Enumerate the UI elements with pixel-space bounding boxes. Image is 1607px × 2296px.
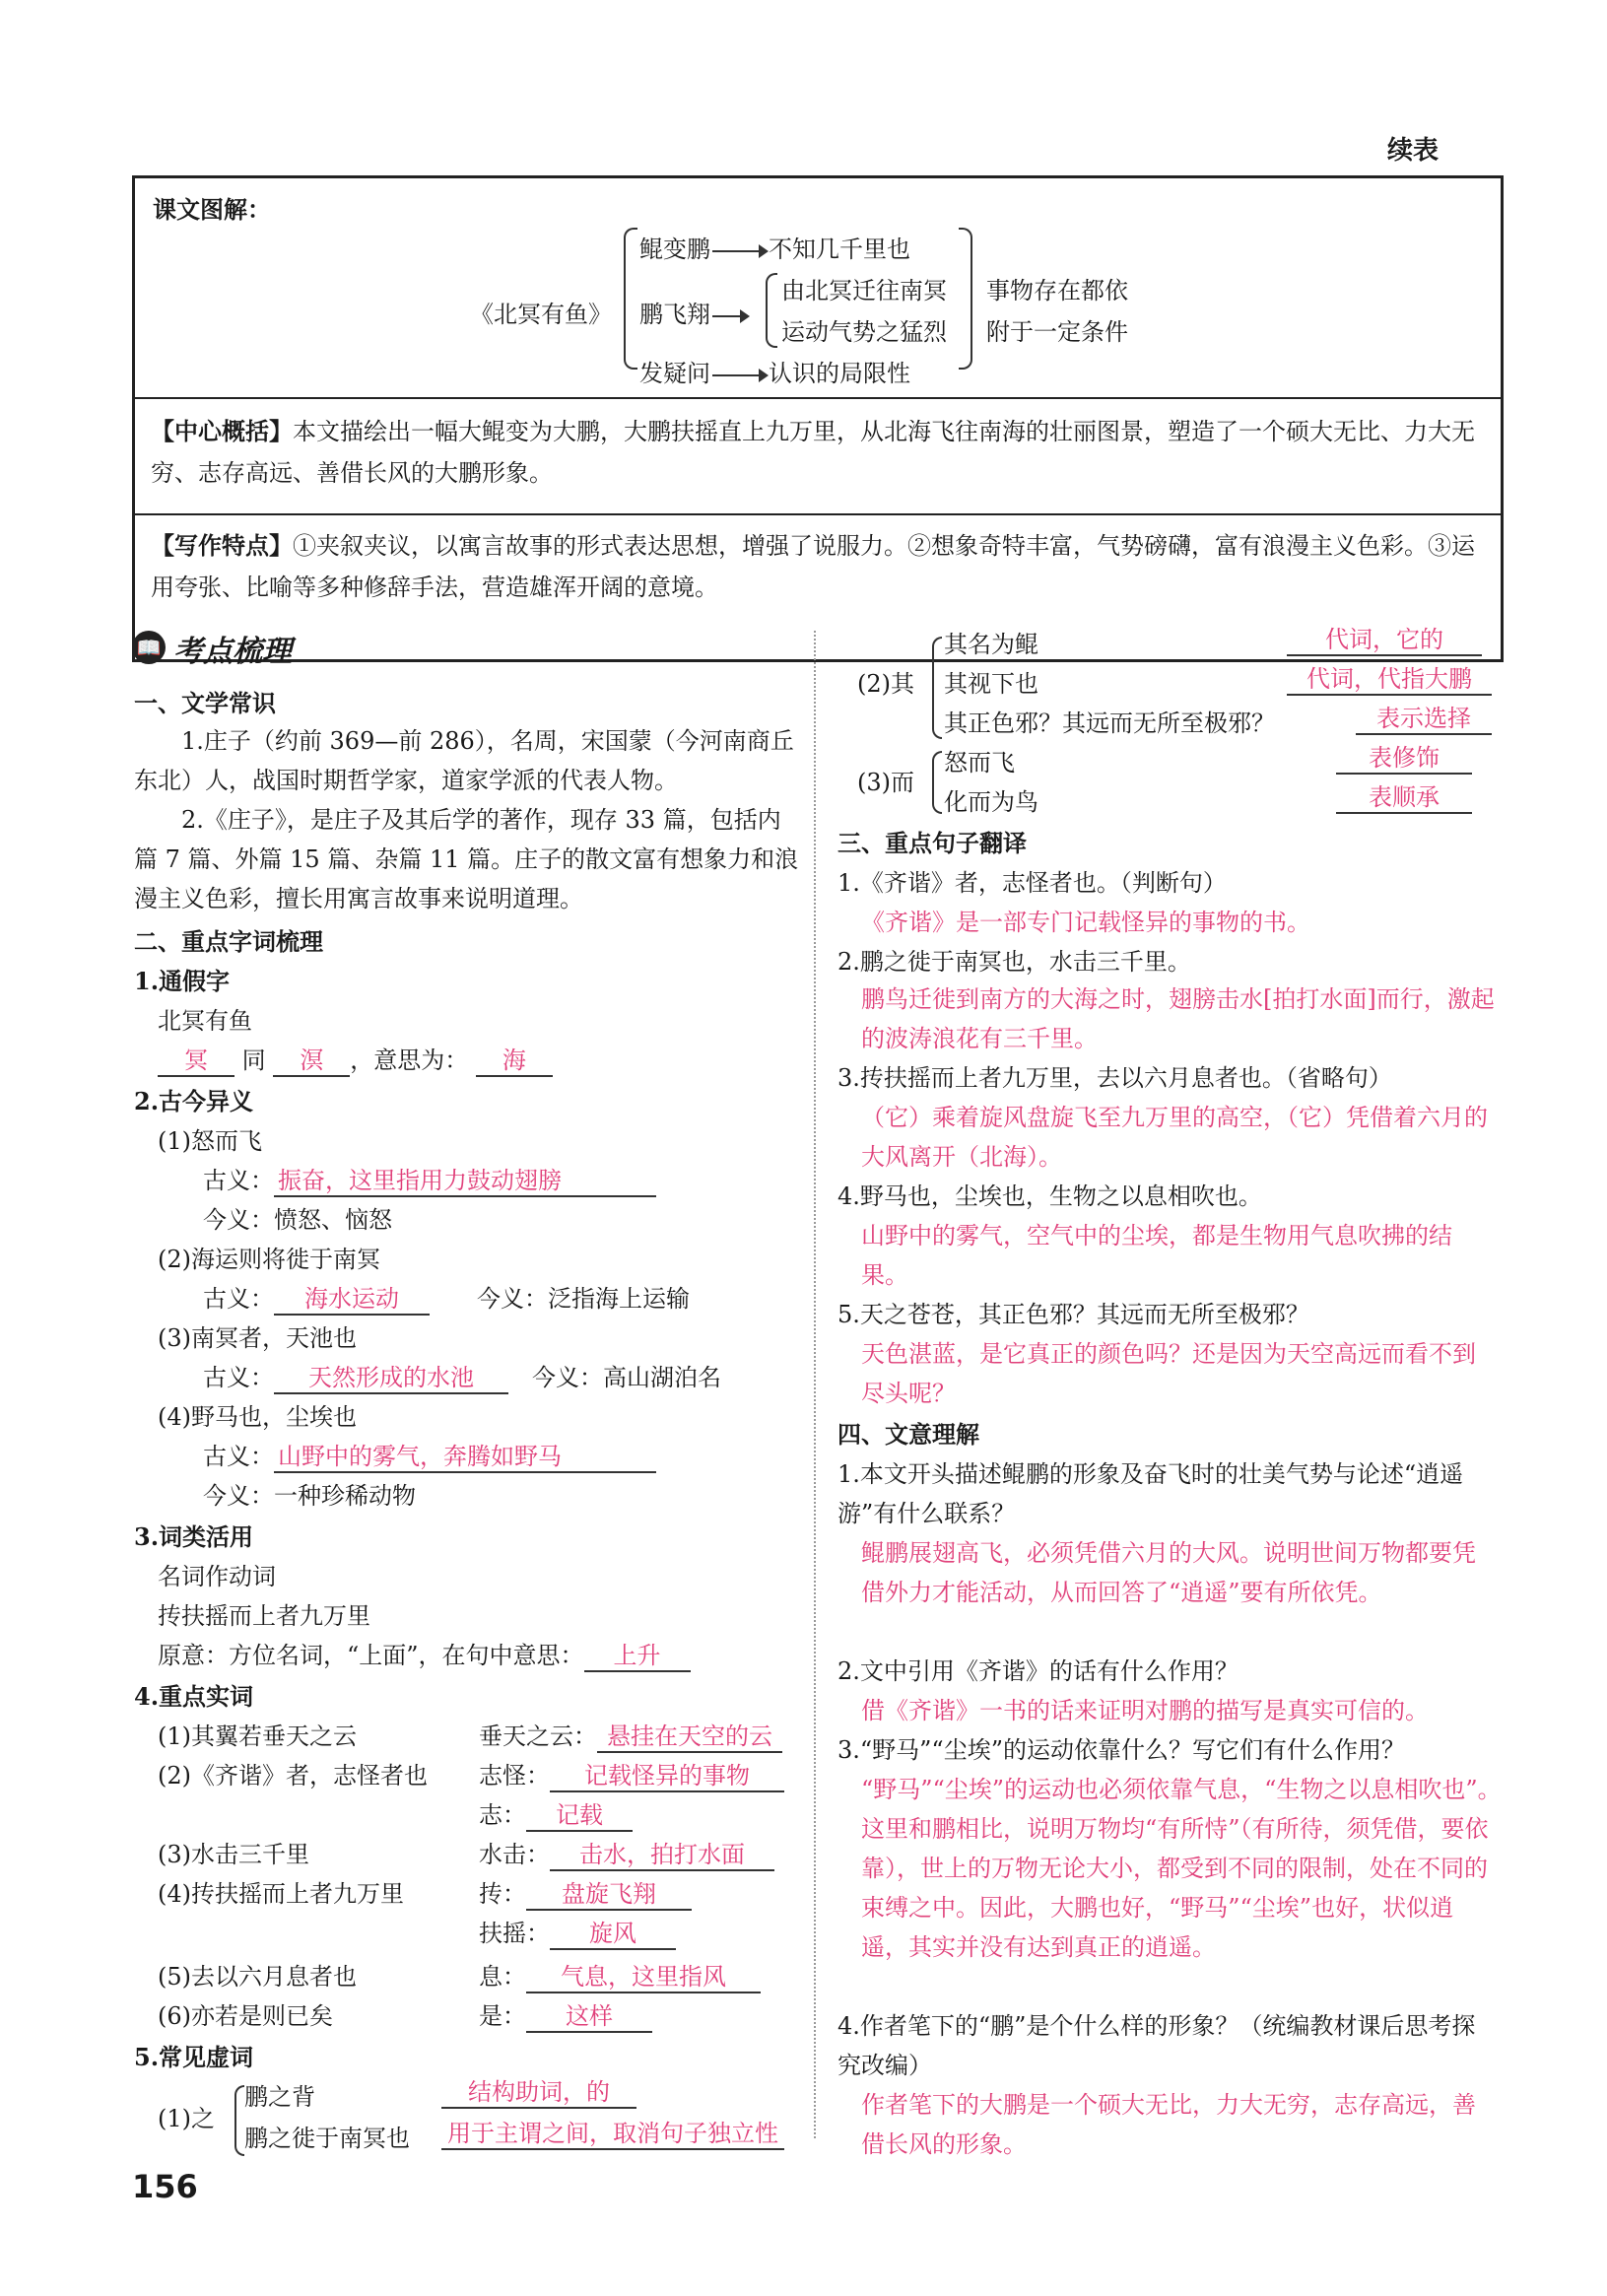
- shici-a1: 垂天之云： 悬挂在天空的云: [479, 1717, 782, 1753]
- shici-q4: (4)抟扶摇而上者九万里: [158, 1880, 404, 1908]
- xuci-a2: 用于主谓之间，取消句子独立性: [441, 2119, 784, 2150]
- xuci-brace: [234, 2085, 244, 2156]
- left-brace: [624, 228, 637, 370]
- book-icon: 📖: [132, 631, 166, 664]
- xuci-s1: 鹏之背: [244, 2083, 315, 2111]
- arrow-icon: [712, 374, 767, 376]
- diagram-branch-2b: 运动气势之猛烈: [781, 318, 947, 346]
- diagram-root: 《北冥有鱼》: [470, 301, 612, 328]
- arrow-icon: [712, 315, 748, 317]
- xuci-s2: 鹏之徙于南冥也: [244, 2125, 410, 2152]
- para-zhuangzi-book: 2.《庄子》，是庄子及其后学的著作，现存 33 篇，包括内篇 7 篇、外篇 15 篇、杂篇 11 篇。庄子的散文富有想象力和浪漫主义色彩，擅长用寓言故事来说明道理。: [134, 806, 799, 912]
- divider: [135, 397, 1501, 399]
- xuci-2-s1: 其名为鲲: [944, 631, 1038, 658]
- understand-a2: 借《齐谐》一书的话来证明对鹏的描写是真实可信的。: [861, 1697, 1429, 1724]
- lesson-summary-box: [132, 175, 1504, 662]
- sub-huoyong: 3.词类活用: [134, 1522, 254, 1551]
- trans-a5: 天色湛蓝，是它真正的颜色吗？还是因为天空高远而看不到尽头呢？: [861, 1340, 1476, 1407]
- trans-a2: 鹏鸟迁徙到南方的大海之时，翅膀击水[拍打水面]而行，激起的波涛浪花有三千里。: [861, 985, 1495, 1052]
- shici-q5: (5)去以六月息者也: [158, 1963, 357, 1991]
- xuci-2-a3: 表示选择: [1356, 704, 1492, 735]
- gujin-old-1: 古义： 振奋，这里指用力鼓动翅膀: [203, 1161, 656, 1197]
- xuci-2-s2: 其视下也: [944, 670, 1038, 698]
- understand-q3: 3.“野马”“尘埃”的运动依靠什么？写它们有什么作用？: [837, 1736, 1405, 1764]
- writing-features: 【写作特点】①夹叙夹议，以寓言故事的形式表达思想，增强了说服力。②想象奇特丰富，气势磅礴，富有浪漫主义色彩。③运用夸张、比喻等多种修辞手法，营造雄浑开阔的意境。: [151, 531, 1475, 601]
- gujin-q3: (3)南冥者，天池也: [158, 1324, 357, 1352]
- continued-label: 续表: [1387, 136, 1440, 166]
- diagram-conclusion-1: 事物存在都依: [986, 277, 1128, 304]
- shici-a5: 息： 气息，这里指风: [479, 1957, 761, 1993]
- para-zhuangzi: 1.庄子（约前 369—前 286），名周，宋国蒙（今河南商丘东北）人，战国时期哲学家，道家学派的代表人物。: [134, 727, 794, 794]
- shici-a2b: 志： 记载: [479, 1795, 633, 1832]
- understand-q2: 2.文中引用《齐谐》的话有什么作用？: [837, 1657, 1239, 1685]
- xuci-2-a1: 代词，它的: [1287, 625, 1482, 656]
- trans-q4: 4.野马也，尘埃也，生物之以息相吹也。: [837, 1182, 1262, 1210]
- gujin-old-2: 古义： 海水运动 今义：泛指海上运输: [203, 1279, 690, 1316]
- inner-brace: [766, 273, 777, 348]
- xuci-3-a1: 表修饰: [1336, 743, 1472, 775]
- page-number: 156: [132, 2168, 198, 2205]
- gujin-old-4: 古义： 山野中的雾气，奔腾如野马: [203, 1437, 656, 1473]
- xuci-brace-2: [932, 637, 942, 739]
- gujin-q4: (4)野马也，尘埃也: [158, 1403, 357, 1431]
- understand-a4: 作者笔下的大鹏是一个硕大无比，力大无穷，志存高远，善借长风的形象。: [861, 2091, 1476, 2158]
- gujin-new-4: 今义：一种珍稀动物: [203, 1482, 416, 1510]
- gujin-q2: (2)海运则将徙于南冥: [158, 1246, 380, 1273]
- trans-q3: 3.抟扶摇而上者九万里，去以六月息者也。（省略句）: [837, 1064, 1392, 1092]
- xuci-2-a2: 代词，代指大鹏: [1287, 664, 1492, 696]
- xuci-3-a2: 表顺承: [1336, 782, 1472, 814]
- diagram-conclusion-2: 附于一定条件: [986, 318, 1128, 346]
- tongjia-source: 北冥有鱼: [158, 1007, 252, 1035]
- understand-q4: 4.作者笔下的“鹏”是个什么样的形象？（统编教材课后思考探究改编）: [837, 2012, 1476, 2079]
- sub-tongjia: 1.通假字: [134, 967, 231, 995]
- trans-q5: 5.天之苍苍，其正色邪？其远而无所至极邪？: [837, 1301, 1309, 1328]
- sub-shici: 4.重点实词: [134, 1682, 254, 1711]
- xuci-3-s2: 化而为鸟: [944, 788, 1038, 816]
- shici-a4: 抟： 盘旋飞翔: [479, 1874, 692, 1911]
- trans-q2: 2.鹏之徙于南冥也，水击三千里。: [837, 948, 1191, 976]
- gujin-q1: (1)怒而飞: [158, 1127, 262, 1155]
- shici-a3: 水击： 击水，拍打水面: [479, 1835, 774, 1871]
- understand-q1: 1.本文开头描述鲲鹏的形象及奋飞时的壮美气势与论述“逍遥游”有什么联系？: [837, 1460, 1464, 1527]
- heading-words: 二、重点字词梳理: [134, 927, 323, 956]
- diagram-label: 课文图解：: [153, 195, 271, 224]
- central-summary: 【中心概括】本文描绘出一幅大鲲变为大鹏，大鹏扶摇直上九万里，从北海飞往南海的壮丽图景，塑造了一个硕大无比、力大无穷、志存高远、善借长风的大鹏形象。: [151, 417, 1475, 487]
- xuci-q3: (3)而: [857, 769, 914, 796]
- divider: [135, 513, 1501, 515]
- diagram-branch-3: 发疑问 认识的局限性: [639, 360, 910, 387]
- trans-q1: 1.《齐谐》者，志怪者也。（判断句）: [837, 869, 1227, 897]
- huoyong-meaning: 原意：方位名词，“上面”，在句中意思： 上升: [158, 1636, 691, 1672]
- gujin-old-3: 古义： 天然形成的水池 今义：高山湖泊名: [203, 1358, 721, 1394]
- heading-understanding: 四、文意理解: [837, 1420, 979, 1449]
- diagram-branch-1: 鲲变鹏 不知几千里也: [639, 236, 910, 263]
- trans-a1: 《齐谐》是一部专门记载怪异的事物的书。: [861, 909, 1310, 936]
- shici-q3: (3)水击三千里: [158, 1841, 309, 1868]
- right-brace: [959, 228, 972, 370]
- trans-a3: （它）乘着旋风盘旋飞至九万里的高空，（它）凭借着六月的大风离开（北海）。: [861, 1104, 1488, 1171]
- gujin-new-1: 今义：愤怒、恼怒: [203, 1206, 392, 1234]
- heading-literature: 一、文学常识: [134, 689, 276, 717]
- diagram-branch-2: 鹏飞翔: [639, 295, 750, 329]
- trans-a4: 山野中的雾气，空气中的尘埃，都是生物用气息吹拂的结果。: [861, 1222, 1452, 1289]
- tongjia-row: 冥 同 溟 ，意思为： 海: [158, 1041, 553, 1077]
- column-divider: [814, 631, 816, 2138]
- arrow-icon: [712, 250, 767, 252]
- sub-gujin: 2.古今异义: [134, 1087, 254, 1115]
- shici-a2: 志怪： 记载怪异的事物: [479, 1756, 784, 1792]
- shici-a6: 是： 这样: [479, 1996, 652, 2033]
- xuci-a1: 结构助词，的: [441, 2077, 636, 2109]
- diagram-branch-2a: 由北冥迁往南冥: [781, 277, 947, 304]
- understand-a1: 鲲鹏展翅高飞，必须凭借六月的大风。说明世间万物都要凭借外力才能活动，从而回答了“逍遥”要有所依凭。: [861, 1539, 1476, 1606]
- shici-q2: (2)《齐谐》者，志怪者也: [158, 1762, 428, 1790]
- xuci-2-s3: 其正色邪？其远而无所至极邪？: [944, 709, 1275, 737]
- sub-xuci: 5.常见虚词: [134, 2043, 254, 2071]
- understand-a3: “野马”“尘埃”的运动也必须依靠气息，“生物之以息相吹也”。 这里和鹏相比，说明万物均“有所恃”（有所待，须凭借，要依靠），世上的万物无论大小，都受到不同的限制，处在不同的束缚之中。因此，大鹏也好，“野马”“尘埃”也好，状似逍遥，其实并没有达到真正的逍遥。: [861, 1776, 1513, 1961]
- huoyong-type: 名词作动词: [158, 1563, 276, 1590]
- huoyong-source: 抟扶摇而上者九万里: [158, 1602, 370, 1630]
- section-title: 考点梳理: [173, 635, 292, 669]
- xuci-q1: (1)之: [158, 2105, 215, 2132]
- shici-a4b: 扶摇： 旋风: [479, 1914, 676, 1950]
- xuci-q2: (2)其: [857, 670, 914, 698]
- xuci-3-s1: 怒而飞: [944, 749, 1015, 777]
- xuci-brace-3: [932, 751, 942, 814]
- shici-q6: (6)亦若是则已矣: [158, 2002, 333, 2030]
- shici-q1: (1)其翼若垂天之云: [158, 1722, 357, 1750]
- heading-translation: 三、重点句子翻译: [837, 829, 1027, 857]
